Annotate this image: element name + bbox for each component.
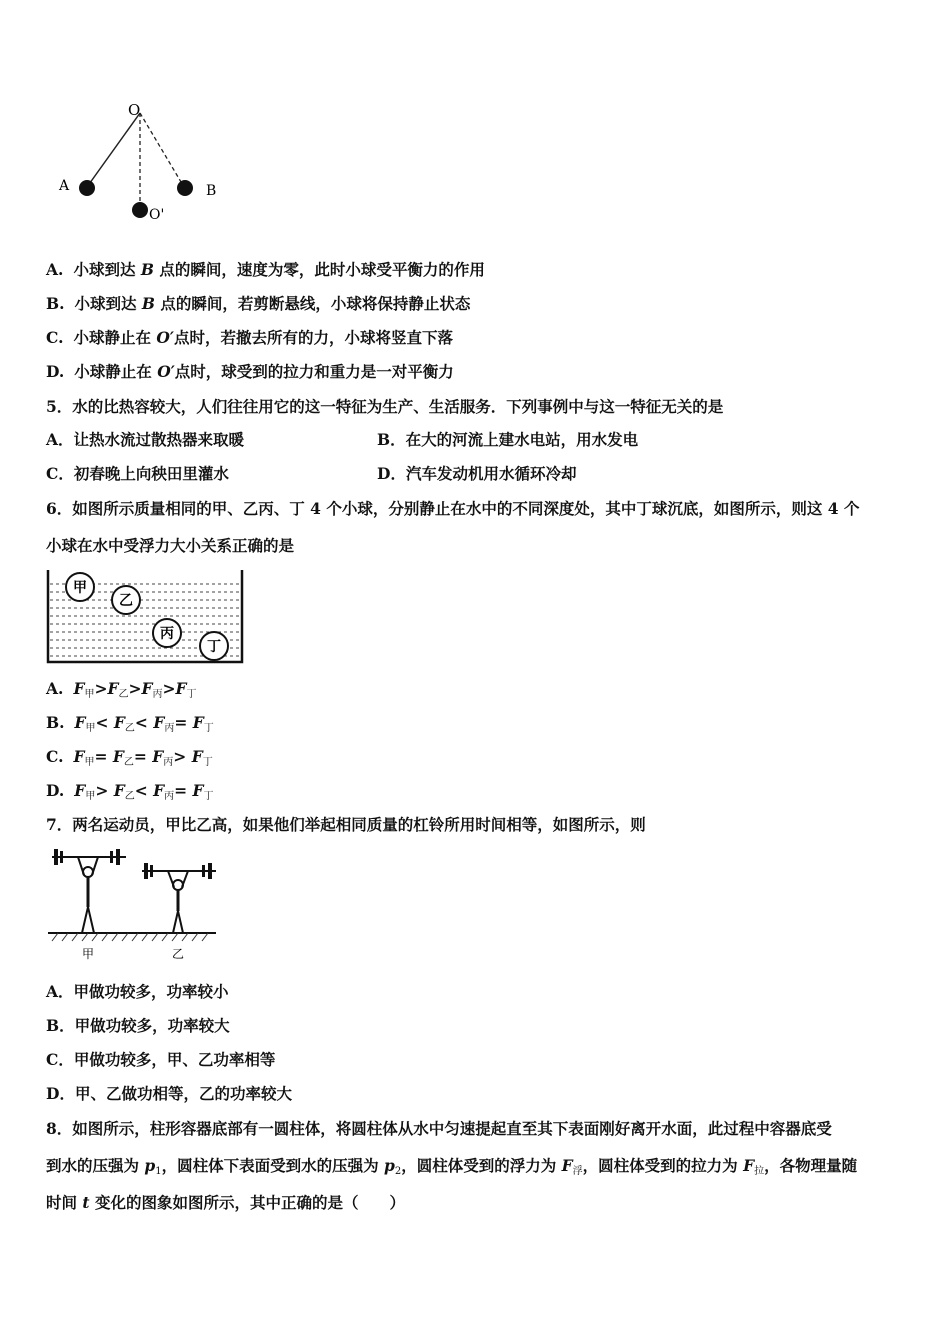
q6-option-b: B. $F_甲< F_乙< F_丙= F_丁$: [46, 713, 214, 734]
q4-option-a: A. 小球到达 B 点的瞬间，速度为零，此时小球受平衡力的作用: [46, 260, 485, 279]
q7-stem: 7．两名运动员，甲比乙高，如果他们举起相同质量的杠铃所用时间相等，如图所示，则: [46, 815, 646, 834]
label-a: A: [59, 178, 70, 194]
ball-ding-label: 丁: [207, 639, 221, 655]
ball-b: [177, 180, 193, 196]
q6-option-c: C. $F_甲= F_乙= F_丙> F_丁$: [46, 747, 213, 768]
q4-option-b: B. 小球到达 B 点的瞬间，若剪断悬线，小球将保持静止状态: [46, 294, 471, 313]
q6-stem-line1: 6．如图所示质量相同的甲、乙丙、丁 4 个小球，分别静止在水中的不同深度处，其中丁球沉底，如图所示，则这 4 个: [46, 499, 860, 518]
q5-option-c: C．初春晚上向秧田里灌水: [46, 464, 229, 483]
label-o-prime: O': [149, 207, 165, 223]
q7-option-d: D．甲、乙做功相等，乙的功率较大: [46, 1084, 292, 1103]
ball-bing-label: 丙: [160, 626, 174, 642]
q8-stem-line2: 到水的压强为 $p_1$，圆柱体下表面受到水的压强为 $p_2$，圆柱体受到的浮力为 $F_浮$，圆柱体受到的拉力为 $F_拉$，各物理量随: [46, 1156, 858, 1177]
q7-option-c: C．甲做功较多，甲、乙功率相等: [46, 1050, 276, 1069]
q6-stem-line2: 小球在水中受浮力大小关系正确的是: [46, 536, 295, 555]
label-yi: 乙: [172, 947, 185, 961]
q7-option-a: A．甲做功较多，功率较小: [46, 982, 229, 1001]
label-b: B: [206, 183, 217, 199]
water-tank-figure: [46, 570, 244, 665]
q6-option-a: A. $F_甲>F_乙>F_丙>F_丁$: [46, 679, 197, 700]
q6-option-d: D. $F_甲> F_乙< F_丙= F_丁$: [46, 781, 214, 802]
q8-stem-line3: 时间 t 变化的图象如图所示，其中正确的是（ ）: [46, 1193, 405, 1212]
weightlifters-figure: [46, 845, 218, 965]
q5-option-b: B．在大的河流上建水电站，用水发电: [377, 430, 639, 449]
ball-a: [79, 180, 95, 196]
ball-jia-label: 甲: [73, 580, 87, 596]
ball-o-prime: [132, 202, 148, 218]
q5-stem: 5．水的比热容较大，人们往往用它的这一特征为生产、生活服务．下列事例中与这一特征无关的是: [46, 397, 724, 416]
string-a: [87, 113, 140, 187]
q4-option-d: D. 小球静止在 O′点时，球受到的拉力和重力是一对平衡力: [46, 362, 454, 381]
q4-option-c: C. 小球静止在 O′点时，若撤去所有的力，小球将竖直下落: [46, 328, 453, 347]
label-jia: 甲: [82, 947, 95, 961]
pendulum-figure: [50, 95, 230, 230]
ball-yi-label: 乙: [119, 593, 133, 609]
q5-option-d: D．汽车发动机用水循环冷却: [377, 464, 577, 483]
q8-stem-line1: 8．如图所示，柱形容器底部有一圆柱体，将圆柱体从水中匀速提起直至其下表面刚好离开水面，此过程中容器底受: [46, 1119, 832, 1138]
q7-option-b: B．甲做功较多，功率较大: [46, 1016, 230, 1035]
label-o: O: [128, 101, 141, 119]
q5-option-a: A．让热水流过散热器来取暖: [46, 430, 245, 449]
string-b: [140, 113, 184, 187]
